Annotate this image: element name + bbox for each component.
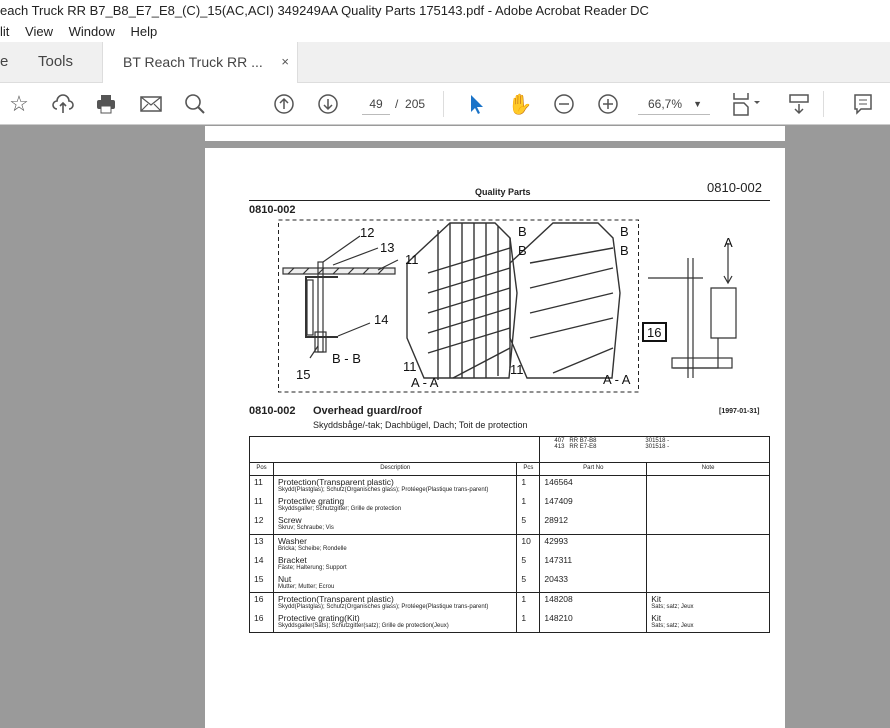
row-description (273, 476, 516, 496)
description-main: Bracket (277, 554, 307, 565)
col-pos: Pos (250, 463, 274, 476)
bookmark-star-icon[interactable]: ☆ (9, 91, 29, 116)
label-b: B (620, 243, 629, 258)
note-translations: Sats; satz; Jeux (651, 604, 694, 611)
parts-table (249, 436, 770, 633)
label-a-a: A - A (603, 372, 631, 387)
select-cursor-icon[interactable] (463, 91, 489, 117)
label-a-a: A - A (411, 375, 439, 390)
model-row (554, 444, 765, 450)
model-code: 413 (554, 444, 565, 450)
row-pos: 11 (250, 476, 274, 496)
label-b: B (518, 224, 527, 239)
label-11: 11 (403, 359, 417, 374)
label-b: B (620, 224, 629, 239)
read-mode-icon[interactable] (786, 91, 812, 117)
row-pos: 16 (250, 612, 274, 632)
section-title-code: 0810-002 (249, 405, 296, 417)
col-part-no: Part No (540, 463, 647, 476)
window-title: each Truck RR B7_B8_E7_E8_(C)_15(AC,ACI) 349249AA Quality Parts 175143.pdf - Adobe Acrobat Reader DC (0, 0, 890, 22)
zoom-level-value: 66,7% (648, 97, 683, 111)
col-note: Note (647, 463, 770, 476)
row-description (273, 495, 516, 514)
row-description (273, 593, 516, 613)
note-main: Kit (651, 594, 662, 605)
table-row (250, 514, 770, 534)
row-pos: 11 (250, 495, 274, 514)
next-page-icon[interactable] (315, 91, 341, 117)
row-pcs: 1 (517, 476, 540, 496)
pdf-page (205, 148, 785, 728)
row-note (647, 495, 770, 514)
description-main: Protective grating(Kit) (277, 613, 360, 624)
close-tab-icon[interactable]: × (281, 54, 289, 69)
row-note (647, 476, 770, 496)
description-main: Protective grating (277, 496, 345, 507)
page-total (395, 93, 425, 115)
label-13: 13 (380, 240, 395, 255)
label-14: 14 (374, 312, 389, 327)
menu-window[interactable]: Window (68, 24, 115, 39)
section-code: 0810-002 (249, 204, 296, 216)
col-description: Description (273, 463, 516, 476)
row-pcs: 1 (517, 593, 540, 613)
tab-tools[interactable]: Tools (38, 53, 74, 70)
row-part-no: 147311 (540, 554, 647, 573)
description-main: Protection(Transparent plastic) (277, 594, 394, 605)
section-title: Overhead guard/roof (313, 405, 422, 417)
menu-bar (0, 22, 890, 42)
tab-home[interactable]: e (0, 53, 9, 70)
row-description (273, 612, 516, 632)
row-pcs: 5 (517, 514, 540, 534)
model-serial: 301518 - (645, 438, 670, 444)
row-description (273, 573, 516, 593)
table-row (250, 476, 770, 496)
row-pcs: 1 (517, 495, 540, 514)
row-pos: 15 (250, 573, 274, 593)
description-main: Nut (277, 573, 292, 584)
row-pos: 12 (250, 514, 274, 534)
label-a: A (724, 235, 733, 250)
row-part-no: 42993 (540, 534, 647, 554)
row-note (647, 573, 770, 593)
model-name: RR B7-B8 (569, 438, 597, 444)
label-b: B (518, 243, 527, 258)
row-pos: 16 (250, 593, 274, 613)
row-note (647, 593, 770, 613)
column-header-row (250, 463, 770, 476)
menu-view[interactable]: View (25, 24, 53, 39)
description-translations: Skyddsgaller; Schutzgitter; Grille de protection (277, 506, 402, 513)
diagram-frame (279, 220, 639, 392)
description-main: Screw (277, 515, 302, 526)
row-description (273, 534, 516, 554)
row-pcs: 1 (517, 612, 540, 632)
label-11: 11 (510, 362, 524, 377)
comment-icon[interactable] (850, 91, 876, 117)
note-translations: Sats; satz; Jeux (651, 623, 694, 630)
divider (823, 91, 824, 117)
description-main: Washer (277, 535, 307, 546)
model-header-row (250, 437, 770, 463)
grating-drawing (407, 223, 517, 380)
upload-cloud-icon[interactable] (50, 91, 76, 117)
model-name: RR E7-E8 (569, 444, 597, 450)
table-row (250, 612, 770, 632)
description-translations: Bricka; Scheibe; Rondelle (277, 545, 347, 552)
exploded-diagram (278, 218, 748, 393)
chevron-down-icon: ▼ (693, 99, 702, 109)
table-row (250, 534, 770, 554)
row-note (647, 514, 770, 534)
row-part-no: 147409 (540, 495, 647, 514)
label-16: 16 (647, 325, 662, 340)
page-fit-icon[interactable] (730, 91, 766, 117)
table-row (250, 573, 770, 593)
print-icon[interactable] (93, 91, 119, 117)
note-main: Kit (651, 613, 662, 624)
description-translations: Skruv; Schraube; Vis (277, 525, 334, 532)
description-translations: Skyddsgaller(Sats); Schutzgitter(satz); Grille de protection(Jeux) (277, 623, 449, 630)
divider (443, 91, 444, 117)
tab-document-label: BT Reach Truck RR ... (123, 54, 263, 70)
page-separator: / (395, 97, 399, 111)
row-note (647, 554, 770, 573)
search-zoom-icon[interactable] (182, 91, 208, 117)
header-rule (249, 200, 770, 201)
tab-document[interactable] (102, 42, 298, 84)
row-pcs: 5 (517, 554, 540, 573)
table-row (250, 593, 770, 613)
row-pcs: 5 (517, 573, 540, 593)
row-pcs: 10 (517, 534, 540, 554)
section-date: [1997-01-31] (719, 408, 760, 415)
menu-edit[interactable]: lit (0, 24, 10, 39)
row-part-no: 28912 (540, 514, 647, 534)
row-part-no: 146564 (540, 476, 647, 496)
row-note (647, 612, 770, 632)
section-subtitle: Skyddsbåge/-tak; Dachbügel, Dach; Toit de protection (313, 420, 528, 430)
description-translations: Skydd(Plastglas); Schutz(Organisches glass); Protéege(Plastique trans-parent) (277, 487, 489, 493)
description-translations: Skydd(Plastglas); Schutz(Organisches glass); Protéege(Plastique trans-parent) (277, 604, 489, 611)
model-serial: 301518 - (645, 444, 670, 450)
table-row (250, 495, 770, 514)
row-description (273, 514, 516, 534)
page-header-code: 0810-002 (707, 180, 762, 195)
row-description (273, 554, 516, 573)
row-part-no: 148210 (540, 612, 647, 632)
page-number-input[interactable]: 49 (362, 93, 390, 115)
tab-bar (0, 42, 890, 83)
row-note (647, 534, 770, 554)
description-translations: Fäste; Halterung; Support (277, 564, 347, 571)
email-icon[interactable] (138, 91, 164, 117)
model-code: 407 (554, 438, 565, 444)
zoom-in-icon[interactable] (595, 91, 621, 117)
page-total-value: 205 (405, 97, 426, 111)
zoom-level-dropdown[interactable] (638, 93, 710, 115)
label-15: 15 (296, 367, 311, 382)
page-header-title: Quality Parts (475, 187, 531, 197)
row-part-no: 148208 (540, 593, 647, 613)
menu-help[interactable]: Help (130, 24, 158, 39)
toolbar (0, 83, 890, 125)
col-pcs: Pcs (517, 463, 540, 476)
description-translations: Mutter; Mutter; Ecrou (277, 583, 335, 590)
truck-side-view-drawing (648, 243, 736, 378)
row-pos: 14 (250, 554, 274, 573)
label-11: 11 (405, 252, 419, 267)
row-part-no: 20433 (540, 573, 647, 593)
description-main: Protection(Transparent plastic) (277, 477, 394, 487)
zoom-out-icon[interactable] (551, 91, 577, 117)
row-pos: 13 (250, 534, 274, 554)
hand-tool-icon[interactable]: ✋ (507, 93, 533, 116)
previous-page-bottom (205, 126, 785, 141)
table-row (250, 554, 770, 573)
previous-page-icon[interactable] (271, 91, 297, 117)
label-b-b: B - B (332, 351, 361, 366)
label-12: 12 (360, 225, 375, 240)
